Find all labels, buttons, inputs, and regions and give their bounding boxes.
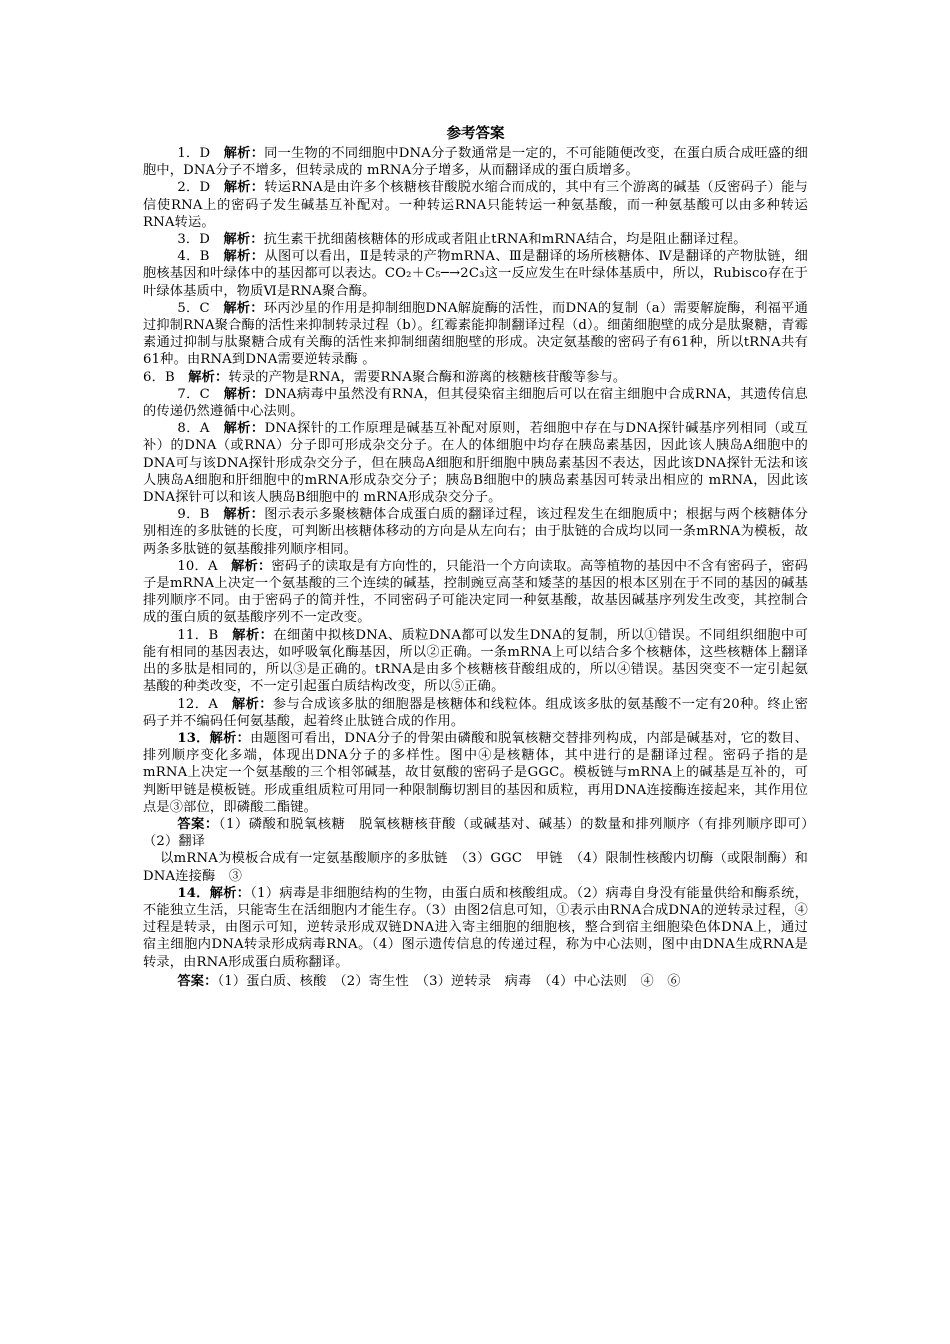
answer-text: 在细菌中拟核DNA、质粒DNA都可以发生DNA的复制，所以①错误。不同组织细胞中可能有相同的基因表达，如呼吸氧化酶基因，所以②正确。一条mRNA上可以结合多个核糖体，这些核糖体上翻译出的多肽是相同的，所以③是正确的。tRNA是由多个核糖核苷酸组成的，所以④错误。基因突变不一定引起氨基酸的种类改变，不一定引起蛋白质结构改变，所以⑤正确。 xyxy=(143,627,808,695)
answer-text: 从图可以看出，Ⅱ是转录的产物mRNA、Ⅲ是翻译的场所核糖体、Ⅳ是翻译的产物肽链，细胞核基因和叶绿体中的基因都可以表达。CO₂＋C₅─→2C₃这一反应发生在叶绿体基质中，所以，Rubisco存在于叶绿体基质中，物质Ⅵ是RNA聚合酶。 xyxy=(143,249,808,299)
answer-number: 4．B xyxy=(177,249,210,265)
answer-number: 1．D xyxy=(177,146,211,161)
answer-text: 抗生素干扰细菌核糖体的形成或者阻止tRNA和mRNA结合，均是阻止翻译过程。 xyxy=(263,232,747,248)
answer-item-13 xyxy=(143,730,808,816)
answer-text: DNA探针的工作原理是碱基互补配对原则，若细胞中存在与DNA探针碱基序列相同（或互补）的DNA（或RNA）分子即可形成杂交分子。在人的体细胞中均存在胰岛素基因，因此该人胰岛A细胞中的DNA可与该DNA探针形成杂交分子，但在胰岛A细胞和肝细胞中胰岛素基因不表达，因此该DNA探针无法和该人胰岛A细胞和肝细胞中的mRNA形成杂交分子；胰岛B细胞中的胰岛素基因可转录出相应的 mRNA，因此该DNA探针可以和该人胰岛B细胞中的 mRNA形成杂交分子。 xyxy=(143,421,808,506)
answer-label: 答案： xyxy=(177,816,219,832)
analysis-label: 解析： xyxy=(223,421,265,437)
answer-number: 10．A xyxy=(177,558,218,574)
analysis-label: 解析： xyxy=(209,885,251,901)
answer-number: 9．B xyxy=(177,507,210,523)
answer-item-11 xyxy=(143,627,808,696)
analysis-label: 解析： xyxy=(223,180,265,196)
answer-text: 以mRNA为模板合成有一定氨基酸顺序的多肽链 （3）GGC 甲链 （4）限制性核酸内切酶（或限制酶）和DNA连接酶 ③ xyxy=(143,851,808,884)
answer-item-12 xyxy=(143,696,808,730)
answer-page xyxy=(143,124,822,990)
analysis-label: 解析： xyxy=(231,558,272,574)
answer-item-4 xyxy=(143,248,808,300)
answer-item-5 xyxy=(143,300,808,369)
answer-number: 8．A xyxy=(177,421,210,437)
analysis-label: 解析： xyxy=(188,369,229,385)
analysis-label: 解析： xyxy=(231,696,273,712)
answer-number: 5．C xyxy=(177,300,210,316)
answer-item-6 xyxy=(143,369,808,386)
answer-number: 7．C xyxy=(177,386,210,402)
answer-item-8 xyxy=(143,420,808,506)
answer-text: 转录的产物是RNA，需要RNA聚合酶和游离的核糖核苷酸等参与。 xyxy=(228,369,627,385)
answer-number: 11．B xyxy=(177,627,219,643)
answer-text: 图示表示多聚核糖体合成蛋白质的翻译过程，该过程发生在细胞质中；根据与两个核糖体分别相连的多肽链的长度，可判断出核糖体移动的方向是从左向右；由于肽链的合成均以同一条mRNA为模板，故两条多肽链的氨基酸排列顺序相同。 xyxy=(143,507,808,557)
analysis-label: 解析： xyxy=(223,249,265,265)
analysis-label: 解析： xyxy=(223,386,265,402)
answer-text: （1）蛋白质、核酸 （2）寄生性 （3）逆转录 病毒 （4）中心法则 ④ ⑥ xyxy=(217,973,681,989)
answer-text: 转运RNA是由许多个核糖核苷酸脱水缩合而成的，其中有三个游离的碱基（反密码子）能与信使RNA上的密码子发生碱基互补配对。一种转运RNA只能转运一种氨基酸，而一种氨基酸可以由多种转运RNA转运。 xyxy=(143,180,808,230)
answer-item-13-continued xyxy=(143,850,808,884)
analysis-label: 解析： xyxy=(223,146,265,161)
answer-number: 6．B xyxy=(143,369,175,385)
answer-item-7 xyxy=(143,386,808,420)
page-title: 参考答案 xyxy=(446,125,505,142)
answer-number: 12．A xyxy=(177,696,219,712)
analysis-label: 解析： xyxy=(223,300,264,316)
analysis-label: 解析： xyxy=(232,627,274,643)
answer-text: DNA病毒中虽然没有RNA，但其侵染宿主细胞后可以在宿主细胞中合成RNA，其遗传信息的传递仍然遵循中心法则。 xyxy=(143,386,808,420)
analysis-label: 解析： xyxy=(223,232,264,248)
answer-item-2 xyxy=(143,179,808,231)
answer-number: 3．D xyxy=(177,232,211,248)
answer-text: 环丙沙星的作用是抑制细胞DNA解旋酶的活性，而DNA的复制（a）需要解旋酶，利福平通过抑制RNA聚合酶的活性来抑制转录过程（b）。红霉素能抑制翻译过程（d）。细菌细胞壁的成分是肽聚糖，青霉素通过抑制与肽聚糖合成有关酶的活性来抑制细菌细胞壁的形成。决定氨基酸的密码子有61种，所以tRNA共有61种。由RNA到DNA需要逆转录酶 。 xyxy=(143,300,808,368)
answer-text: 参与合成该多肽的细胞器是核糖体和线粒体。组成该多肽的氨基酸不一定有20种。终止密码子并不编码任何氨基酸，起着终止肽链合成的作用。 xyxy=(143,696,808,729)
answer-text: 密码子的读取是有方向性的，只能沿一个方向读取。高等植物的基因中不含有密码子，密码子是mRNA上决定一个氨基酸的三个连续的碱基，控制豌豆高茎和矮茎的基因的根本区别在于不同的基因的碱基排列顺序不同。由于密码子的简并性，不同密码子可能决定同一种氨基酸，故基因碱基序列发生改变，其控制合成的蛋白质的氨基酸序列不一定改变。 xyxy=(143,558,808,626)
answer-item-10 xyxy=(143,558,808,627)
answer-item-14 xyxy=(143,885,808,971)
answer-item-1 xyxy=(143,145,808,179)
answer-text: （1）病毒是非细胞结构的生物，由蛋白质和核酸组成。（2）病毒自身没有能量供给和酶系统，不能独立生活，只能寄生在活细胞内才能生存。（3）由图2信息可知，①表示由RNA合成DNA的逆转录过程，④过程是转录，由图示可知，逆转录形成双链DNA进入寄主细胞的细胞核，整合到宿主细胞染色体DNA上，通过宿主细胞内DNA转录形成病毒RNA。（4）图示遗传信息的传递过程，称为中心法则，图中由DNA生成RNA是转录，由RNA形成蛋白质称翻译。 xyxy=(143,885,808,970)
answer-label: 答案： xyxy=(177,973,218,989)
answer-item-3 xyxy=(143,231,808,248)
analysis-label: 解析： xyxy=(209,730,251,746)
answer-number: 2．D xyxy=(177,180,211,196)
analysis-label: 解析： xyxy=(223,507,265,523)
answer-text: 同一生物的不同细胞中DNA分子数通常是一定的，不可能随便改变，在蛋白质合成旺盛的细胞中，DNA分子不增多，但转录成的 mRNA分子增多，从而翻译成的蛋白质增多。 xyxy=(143,146,808,179)
answer-number: 13． xyxy=(177,730,210,746)
answer-text: （1）磷酸和脱氧核糖 脱氧核糖核苷酸（或碱基对、碱基）的数量和排列顺序（有排列顺序即可） （2）翻译 xyxy=(143,816,822,850)
answer-number: 14． xyxy=(177,885,210,901)
answer-text: 由题图可看出，DNA分子的骨架由磷酸和脱氧核糖交替排列构成，内部是碱基对，它的数目、排列顺序变化多端，体现出DNA分子的多样性。图中④是核糖体，其中进行的是翻译过程。密码子指的是mRNA上决定一个氨基酸的三个相邻碱基，故甘氨酸的密码子是GGC。模板链与mRNA上的碱基是互补的，可判断甲链是模板链。形成重组质粒可用同一种限制酶切割目的基因和质粒，再用DNA连接酶连接起来，其作用位点是③部位，即磷酸二酯键。 xyxy=(143,730,808,815)
answer-item-14-answer xyxy=(143,973,808,990)
answer-item-9 xyxy=(143,506,808,558)
answer-item-13-answer xyxy=(143,816,822,850)
